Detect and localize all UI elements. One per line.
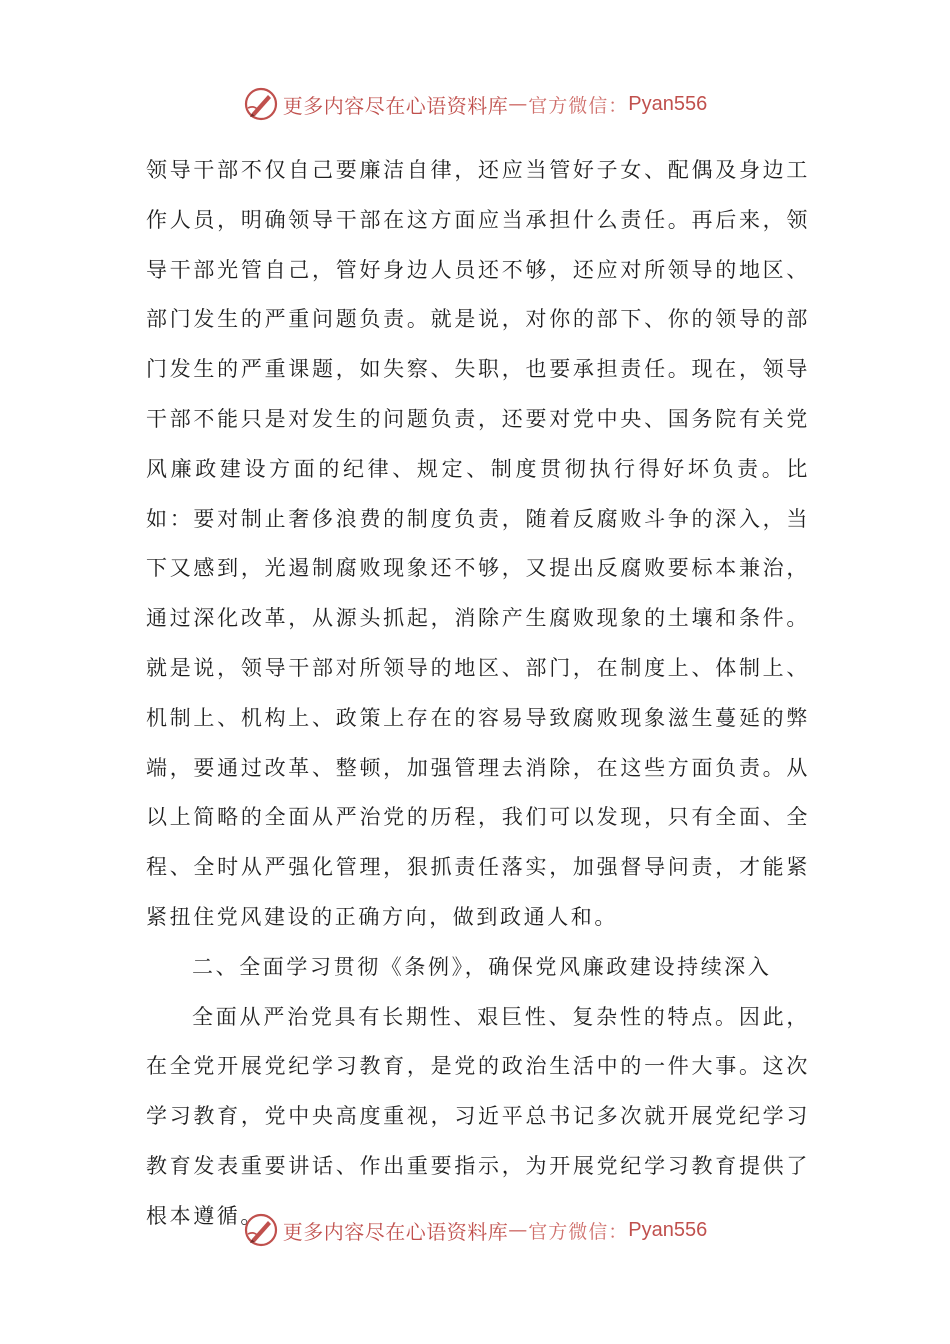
watermark-wechat-id: Pyan556 [628,92,708,115]
watermark-dash: — [508,93,529,115]
watermark-brand-text: 更多内容尽在心语资料库 [282,93,509,118]
document-body [146,146,810,1242]
header-watermark [0,84,950,124]
body-paragraph: 领导干部不仅自己要廉洁自律，还应当管好子女、配偶及身边工作人员，明确领导干部在这方面应当承担什么责任。再后来，领导干部光管自己，管好身边人员还不够，还应对所领导的地区、部门发生的严重问题负责。就是说，对你的部下、你的领导的部门发生的严重课题，如失察、失职，也要承担责任。现在，领导干部不能只是对发生的问题负责，还要对党中央、国务院有关党风廉政建设方面的纪律、规定、制度贯彻执行得好坏负责。比如：要对制止奢侈浪费的制度负责，随着反腐败斗争的深入，当下又感到，光遏制腐败现象还不够，又提出反腐败要标本兼治，通过深化改革，从源头抓起，消除产生腐败现象的土壤和条件。就是说，领导干部对所领导的地区、部门，在制度上、体制上、机制上、机构上、政策上存在的容易导致腐败现象滋生蔓延的弊端，要通过改革、整顿，加强管理去消除，在这些方面负责。从以上简略的全面从严治党的历程，我们可以发现，只有全面、全程、全时从严强化管理，狠抓责任落实，加强督导问责，才能紧紧扭住党风建设的正确方向，做到政通人和。 [146,158,810,929]
watermark-official-label: 官方微信： [528,1220,629,1243]
section-heading: 二、全面学习贯彻《条例》，确保党风廉政建设持续深入 [192,954,772,979]
watermark-wechat-id: Pyan556 [628,1218,708,1241]
watermark-dash: — [508,1219,529,1241]
pen-circle-logo-icon [243,86,279,122]
watermark-brand-text: 更多内容尽在心语资料库 [282,1219,509,1244]
body-paragraph: 全面从严治党具有长期性、艰巨性、复杂性的特点。因此，在全党开展党纪学习教育，是党的政治生活中的一件大事。这次学习教育，党中央高度重视，习近平总书记多次就开展党纪学习教育发表重要讲话、作出重要指示，为开展党纪学习教育提供了根本遵循。 [146,1004,810,1228]
watermark-official-label: 官方微信： [528,94,629,117]
footer-watermark [0,1210,950,1250]
pen-circle-logo-icon [243,1212,279,1248]
